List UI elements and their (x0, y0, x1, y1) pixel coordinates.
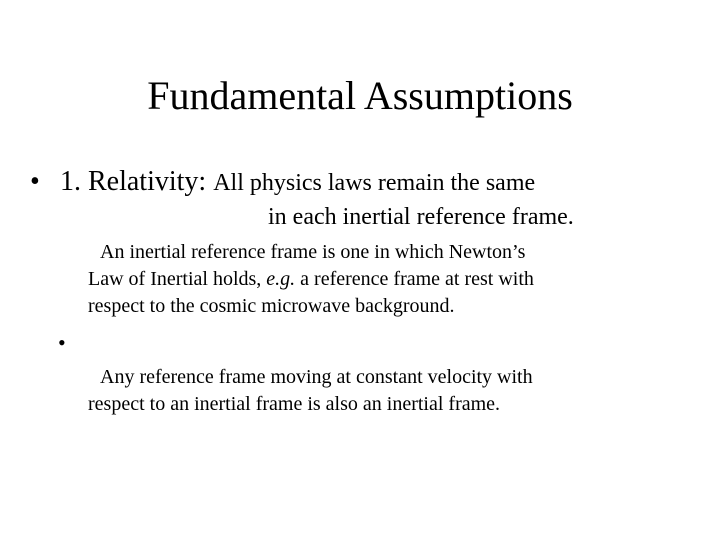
inertial-frame-definition (88, 239, 534, 320)
definition-line1: An inertial reference frame is one in which Newton’s (100, 241, 526, 263)
definition-line2 (88, 266, 534, 293)
definition-line3: respect to the cosmic microwave background. (88, 295, 455, 317)
bullet-text-line2: in each inertial reference frame. (268, 204, 574, 230)
definition-line2-italic: e.g. (266, 268, 296, 290)
bullet-text-line1: All physics laws remain the same (213, 170, 536, 196)
definition-line2-before: Law of Inertial holds, (88, 268, 267, 290)
bullet-marker-empty: • (58, 330, 66, 355)
bullet-item-relativity (60, 166, 535, 199)
note-line1: Any reference frame moving at constant velocity with (100, 366, 533, 388)
slide-title: Fundamental Assumptions (147, 73, 573, 118)
definition-line2-after: a reference frame at rest with (295, 268, 534, 290)
constant-velocity-note (88, 364, 533, 418)
bullet-heading: 1. Relativity: (60, 166, 207, 197)
note-line2: respect to an inertial frame is also an inertial frame. (88, 393, 501, 415)
bullet-marker: • (30, 166, 40, 197)
